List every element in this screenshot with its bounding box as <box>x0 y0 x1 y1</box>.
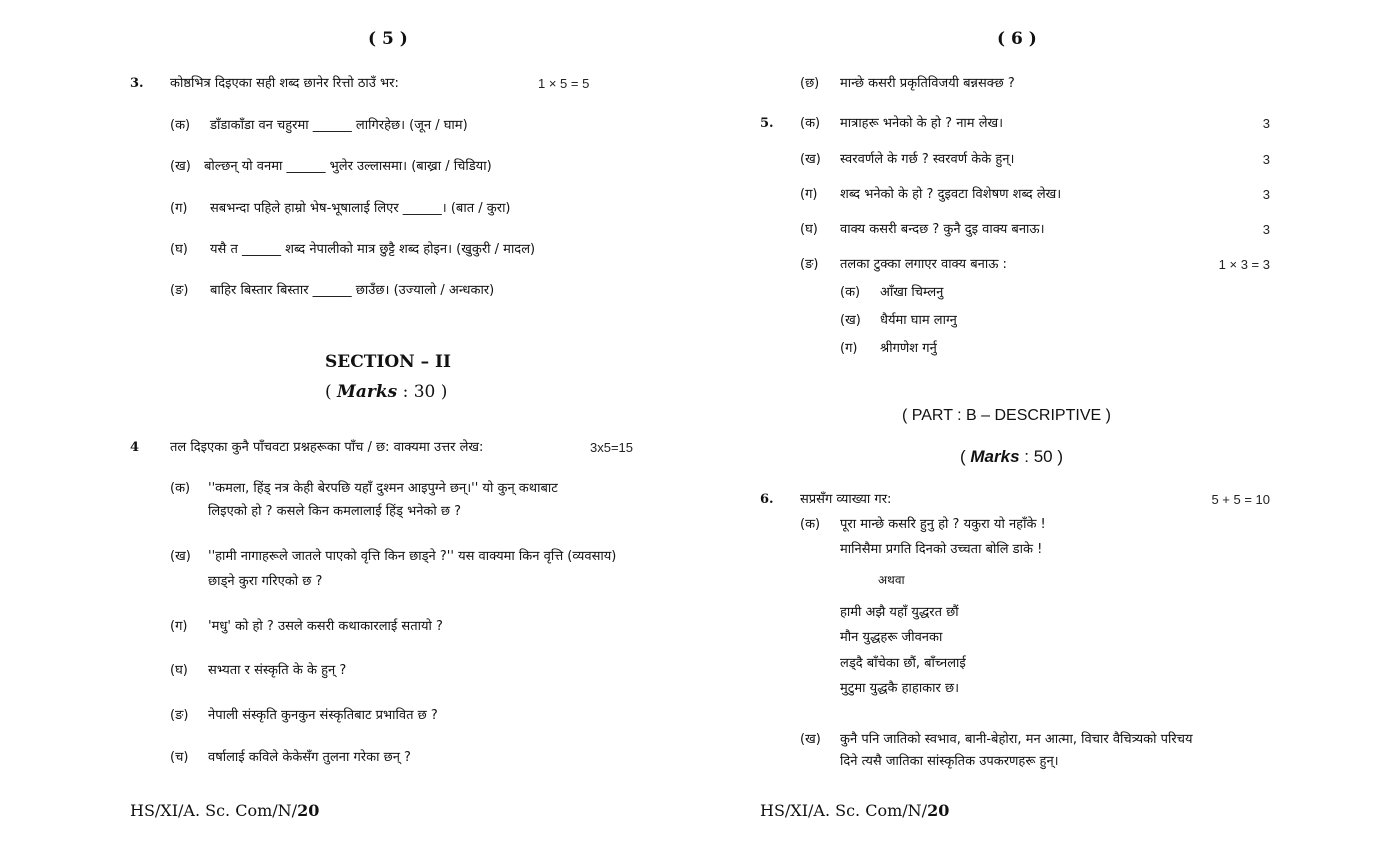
item-label: (ख) <box>840 313 861 328</box>
question-number: 5. <box>760 116 774 131</box>
item-text: आँखा चिम्लनु <box>880 285 944 300</box>
item-text: बोल्छन् यो वनमा ______ भुलेर उल्लासमा। (बाख्रा / चिडिया) <box>204 159 492 174</box>
item-text: वर्षालाई कविले केकेसँग तुलना गरेका छन् ? <box>208 750 411 765</box>
item-label: (घ) <box>800 222 818 237</box>
question-text: कोष्ठभित्र दिइएका सही शब्द छानेर रित्तो ठाउँ भर: <box>170 76 399 91</box>
item-label: (ग) <box>840 341 858 356</box>
item-label: (क) <box>800 517 821 532</box>
item-text-cont: दिने त्यसै जातिका सांस्कृतिक उपकरणहरू हुन्। <box>840 754 1059 769</box>
page-number: ( 6 ) <box>997 29 1037 49</box>
item-text: वाक्य कसरी बन्दछ ? कुनै दुइ वाक्य बनाऊ। <box>840 222 1045 237</box>
question-item <box>170 480 558 498</box>
item-label: (ङ) <box>170 708 189 723</box>
item-marks: 1 × 3 = 3 <box>1218 257 1270 272</box>
item-text: मात्राहरू भनेको के हो ? नाम लेख। <box>840 116 1004 131</box>
poem-line: लड्दै बाँचेका छौं, बाँच्नलाई <box>840 656 966 671</box>
footer-code: HS/XI/A. Sc. Com/N/ <box>130 801 298 820</box>
section-marks: ( Marks : 30 ) <box>325 382 448 402</box>
question-number: 3. <box>130 76 144 91</box>
question-item <box>170 749 411 767</box>
item-text: कुनै पनि जातिको स्वभाव, बानी-बेहोरा, मन आत्मा, विचार वैचित्र्यको परिचय <box>840 732 1193 747</box>
part-marks: ( Marks : 50 ) <box>960 447 1064 466</box>
sub-item <box>840 312 957 330</box>
item-text: सभ्यता र संस्कृति के के हुन् ? <box>208 663 347 678</box>
question-text: सप्रसँग व्याख्या गर: <box>800 492 892 507</box>
item-text: सबभन्दा पहिले हाम्रो भेष-भूषालाई लिएर ______। (बात / कुरा) <box>210 201 511 216</box>
item-label: (क) <box>170 118 191 133</box>
marks-label: Marks <box>970 447 1020 466</box>
item-marks: 3 <box>1262 116 1270 131</box>
item-label: (ग) <box>170 201 188 216</box>
item-text: स्वरवर्णले के गर्छ ? स्वरवर्ण केके हुन्। <box>840 152 1015 167</box>
item-text: मान्छे कसरी प्रकृतिविजयी बन्नसक्छ ? <box>840 76 1015 91</box>
sub-item <box>840 340 937 358</box>
item-text: 'मधु' को हो ? उसले कसरी कथाकारलाई सतायो ? <box>208 619 443 634</box>
item-text: धैर्यमा घाम लाग्नु <box>880 313 957 328</box>
page-number: ( 5 ) <box>368 29 408 49</box>
poem-line: मौन युद्धहरू जीवनका <box>840 630 943 645</box>
poem-line: हामी अझै यहाँ युद्धरत छौं <box>840 605 959 620</box>
question-item <box>800 221 1045 239</box>
item-text: ''हामी नागाहरूले जातले पाएको वृत्ति किन छाड्ने ?'' यस वाक्यमा किन वृत्ति (व्यवसाय) <box>208 549 617 564</box>
footer-number: 20 <box>927 801 950 820</box>
footer-code: HS/XI/A. Sc. Com/N/ <box>760 801 928 820</box>
item-text: पूरा मान्छे कसरि हुनु हो ? यकुरा यो नहाँके ! <box>840 517 1046 532</box>
item-text: यसै त ______ शब्द नेपालीको मात्र छुट्टै शब्द होइन। (खुकुरी / मादल) <box>210 242 536 257</box>
question-item <box>800 731 1193 749</box>
item-label: (क) <box>800 116 821 131</box>
item-label: (क) <box>170 481 191 496</box>
item-label: (क) <box>840 285 861 300</box>
question-item <box>800 75 1015 93</box>
item-text: श्रीगणेश गर्नु <box>880 341 937 356</box>
question-item <box>170 117 468 135</box>
item-text: ''कमला, हिंड् नत्र केही बेरपछि यहाँ दुश्मन आइपुग्ने छन्।'' यो कुन् कथाबाट <box>208 481 558 496</box>
question-item <box>170 707 438 725</box>
question-item <box>800 516 1046 534</box>
question-item <box>170 662 346 680</box>
item-text: नेपाली संस्कृति कुनकुन संस्कृतिबाट प्रभावित छ ? <box>208 708 438 723</box>
question-item <box>800 186 1061 204</box>
item-label: (घ) <box>170 242 188 257</box>
question-item <box>800 256 1007 274</box>
part-title: ( PART : B – DESCRIPTIVE ) <box>902 407 1111 424</box>
item-label: (ख) <box>800 152 821 167</box>
question-item <box>170 200 511 218</box>
question-item <box>170 241 535 259</box>
item-text-cont: छाड्ने कुरा गरिएको छ ? <box>208 574 323 589</box>
item-label: (च) <box>170 750 189 765</box>
item-label: (ग) <box>800 187 818 202</box>
section-title: SECTION – II <box>325 352 451 372</box>
item-text: शब्द भनेको के हो ? दुइवटा विशेषण शब्द लेख। <box>840 187 1062 202</box>
marks-label: Marks <box>337 382 398 402</box>
item-label: (छ) <box>800 76 820 91</box>
item-text: डाँडाकाँडा वन चहुरमा ______ लागिरहेछ। (जून / घाम) <box>210 118 468 133</box>
item-label: (ङ) <box>170 283 189 298</box>
item-marks: 3 <box>1262 187 1270 202</box>
question-text: तल दिइएका कुनै पाँचवटा प्रश्नहरूका पाँच / छ: वाक्यमा उत्तर लेख: <box>170 440 484 455</box>
marks-value: : 30 <box>402 382 436 402</box>
item-label: (घ) <box>170 663 188 678</box>
item-label: (ख) <box>800 732 821 747</box>
item-marks: 3 <box>1262 152 1270 167</box>
item-label: (ख) <box>170 549 191 564</box>
question-item <box>170 282 494 300</box>
item-label: (ङ) <box>800 257 819 272</box>
item-label: (ग) <box>170 619 188 634</box>
question-item <box>170 618 443 636</box>
item-marks: 3 <box>1262 222 1270 237</box>
question-marks: 1 × 5 = 5 <box>538 76 590 91</box>
sub-item <box>840 284 943 302</box>
question-item <box>170 158 492 176</box>
question-item <box>170 548 616 566</box>
page-footer <box>130 802 319 820</box>
question-item <box>800 151 1014 169</box>
item-label: (ख) <box>170 159 191 174</box>
question-item <box>800 115 1003 133</box>
question-number: 4 <box>130 440 140 455</box>
marks-value: : 50 <box>1024 447 1053 466</box>
question-number: 6. <box>760 492 774 507</box>
poem-line: मुटुमा युद्धकै हाहाकार छ। <box>840 681 960 696</box>
or-label: अथवा <box>878 573 905 587</box>
question-marks: 3x5=15 <box>590 440 634 455</box>
item-text: बाहिर बिस्तार बिस्तार ______ छाउँछ। (उज्यालो / अन्धकार) <box>210 283 495 298</box>
footer-number: 20 <box>297 801 320 820</box>
item-text: तलका टुक्का लगाएर वाक्य बनाऊ : <box>840 257 1007 272</box>
page-footer <box>760 802 949 820</box>
item-text-cont: लिइएको हो ? कसले किन कमलालाई हिंड् भनेको छ ? <box>208 504 462 519</box>
question-marks: 5 + 5 = 10 <box>1211 492 1270 507</box>
item-text-cont: मानिसैमा प्रगति दिनको उच्चता बोलि डाके ! <box>840 542 1043 557</box>
